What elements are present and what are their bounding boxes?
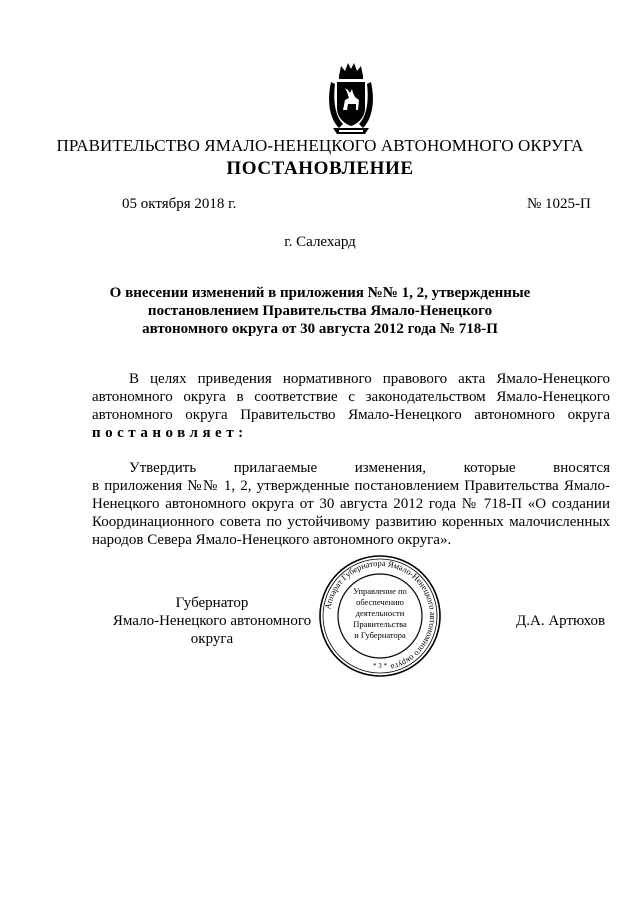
subject-line: постановлением Правительства Ямало-Ненецкого: [147, 303, 493, 319]
paragraph-line: Утвердить прилагаемые изменения, которые вносятся: [129, 460, 610, 476]
resolves-word: постановляет:: [92, 425, 248, 441]
stamp-center-line: Управление по: [353, 586, 407, 596]
government-title: ПРАВИТЕЛЬСТВО ЯМАЛО-НЕНЕЦКОГО АВТОНОМНОГО ОКРУГА: [56, 136, 584, 155]
document-subject: [0, 284, 640, 338]
official-stamp: [318, 554, 442, 678]
paragraph-line: автономного округа в соответствие с законодательством Ямало-Ненецкого: [92, 389, 610, 405]
signer-position: [92, 594, 332, 648]
document-date: 05 октября 2018 г.: [122, 196, 237, 212]
stamp-center-line: деятельности: [355, 608, 405, 618]
subject-line: автономного округа от 30 августа 2012 года № 718-П: [142, 321, 498, 337]
signer-position-line: Ямало-Ненецкого автономного округа: [112, 613, 312, 647]
stamp-center-line: и Губернатора: [354, 630, 406, 640]
document-number: № 1025-П: [527, 196, 591, 212]
paragraph-line: Ненецкого автономного округа от 30 августа 2012 года № 718-П «О создании: [92, 496, 610, 512]
subject-line: О внесении изменений в приложения №№ 1, 2, утвержденные: [109, 285, 531, 301]
preamble-paragraph: [92, 370, 610, 442]
resolution-paragraph: [92, 459, 610, 549]
document-type: ПОСТАНОВЛЕНИЕ: [226, 158, 414, 179]
signer-position-line: Губернатор: [175, 595, 249, 611]
stamp-center-line: обеспечению: [356, 597, 404, 607]
paragraph-line: В целях приведения нормативного правового акта Ямало-Ненецкого: [129, 371, 610, 387]
signer-name: Д.А. Артюхов: [516, 613, 606, 629]
paragraph-line: автономного округа Правительство Ямало-Ненецкого автономного округа: [92, 407, 610, 423]
paragraph-line: в приложения №№ 1, 2, утвержденные постановлением Правительства Ямало-: [92, 478, 610, 494]
stamp-ring-text: Аппарат Губернатора Ямало-Ненецкого автономного округа: [322, 557, 439, 673]
document-city: г. Салехард: [284, 234, 356, 250]
stamp-bottom-mark: * 3 *: [373, 662, 387, 670]
coat-of-arms-emblem: [325, 60, 377, 136]
stamp-center-line: Правительства: [353, 619, 407, 629]
paragraph-line: народов Севера Ямало-Ненецкого автономного округа».: [92, 532, 452, 548]
paragraph-line: Координационного совета по устойчивому развитию коренных малочисленных: [92, 514, 610, 530]
